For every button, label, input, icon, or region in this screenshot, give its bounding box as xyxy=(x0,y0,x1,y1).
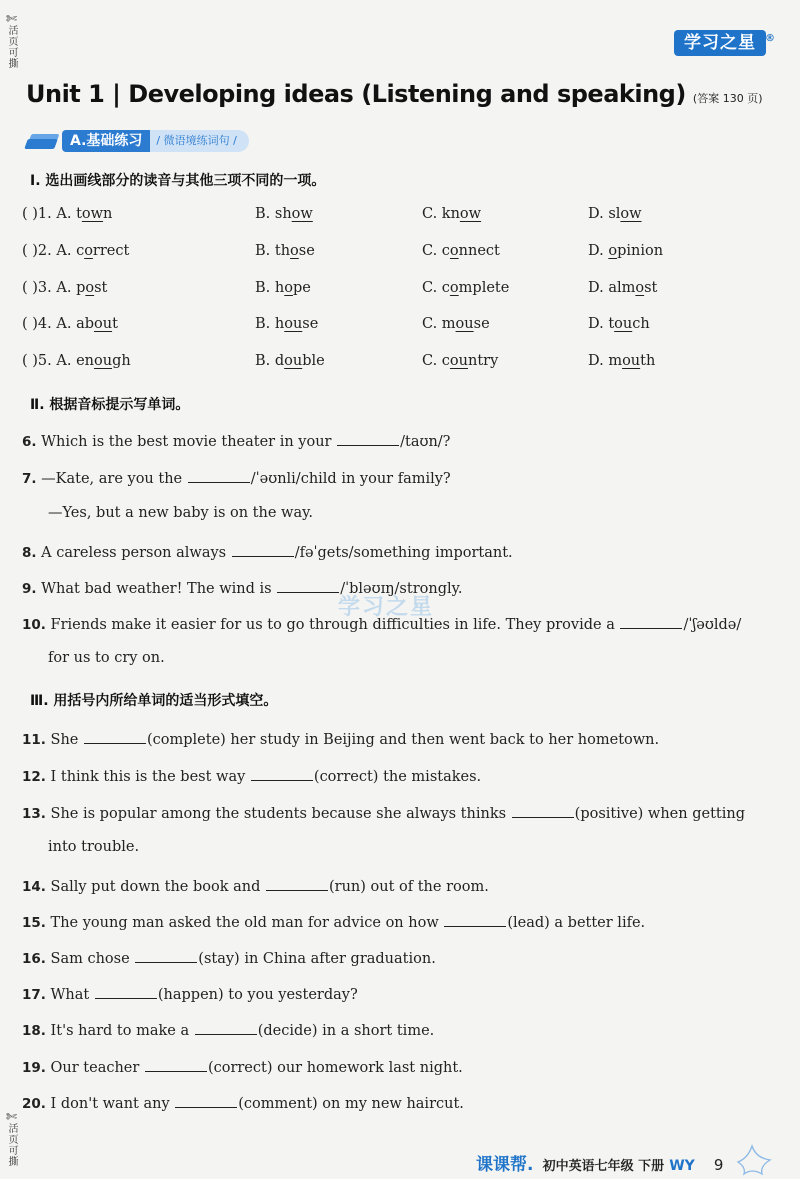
footer xyxy=(476,1150,723,1175)
footer-brand: 课课帮. xyxy=(476,1155,534,1175)
item-text-before: What bad weather! The wind is xyxy=(41,581,272,597)
mcq-row xyxy=(22,353,782,375)
item-number: 15. xyxy=(22,915,46,931)
option-d xyxy=(588,353,655,369)
item-number: 14. xyxy=(22,879,46,895)
exercise-item xyxy=(22,984,358,1003)
continuation-line: —Yes, but a new baby is on the way. xyxy=(48,505,313,521)
option-b-word: B. house xyxy=(255,316,319,332)
item-text-after: /ˈbləʊɪŋ/strongly. xyxy=(340,581,463,597)
option-a xyxy=(22,316,118,332)
exercise-item xyxy=(22,1057,463,1076)
option-d xyxy=(588,243,663,259)
footer-edition-code: WY xyxy=(669,1158,695,1174)
mcq-row xyxy=(22,280,782,302)
underlined-letters: o xyxy=(449,280,459,296)
exercise-item xyxy=(22,431,450,450)
option-c xyxy=(422,243,500,259)
section-3-heading: Ⅲ. 用括号内所给单词的适当形式填空。 xyxy=(30,693,278,709)
mcq-row xyxy=(22,206,782,228)
item-text-after: (correct) the mistakes. xyxy=(313,769,482,785)
continuation-line: for us to cry on. xyxy=(48,650,165,666)
underlined-letters: ou xyxy=(455,316,474,332)
unit-title-text: Unit 1 | Developing ideas (Listening and speaking) xyxy=(26,80,686,108)
item-text-after: /taʊn/? xyxy=(400,434,451,450)
answer-blank xyxy=(135,948,197,963)
option-d xyxy=(588,206,642,222)
banner-label: A.基础练习 xyxy=(62,130,150,152)
item-text-before: —Kate, are you the xyxy=(41,471,183,487)
item-number: 6. xyxy=(22,434,37,450)
item-text-before: She is popular among the students because she always thinks xyxy=(50,806,507,822)
answer-blank xyxy=(145,1057,207,1072)
item-text-after: (stay) in China after graduation. xyxy=(198,951,436,967)
option-d xyxy=(588,280,657,296)
option-a-word: town xyxy=(76,206,113,222)
item-text-before: Friends make it easier for us to go through difficulties in life. They provide a xyxy=(50,617,615,633)
option-c xyxy=(422,206,481,222)
item-text-before: I think this is the best way xyxy=(50,769,246,785)
brand-logo-text: 学习之星 xyxy=(684,33,756,53)
option-a xyxy=(22,353,131,369)
star-decoration-icon xyxy=(730,1140,780,1176)
item-text-after: (decide) in a short time. xyxy=(257,1023,435,1039)
item-number: 19. xyxy=(22,1060,46,1076)
item-text-after: /fəˈgets/something important. xyxy=(294,545,513,561)
underlined-letters: ou xyxy=(94,316,113,332)
underlined-letters: ow xyxy=(81,206,104,222)
option-c-word: C. country xyxy=(422,353,499,369)
item-number: 13. xyxy=(22,806,46,822)
question-number: ( )2. A. xyxy=(22,243,77,259)
option-d-word: D. touch xyxy=(588,316,650,332)
unit-title xyxy=(26,80,763,108)
underlined-letters: ow xyxy=(620,206,642,222)
option-b-word: B. those xyxy=(255,243,315,259)
exercise-item xyxy=(22,912,645,931)
item-text-before: A careless person always xyxy=(41,545,227,561)
item-text-after: /ˈəʊnli/child in your family? xyxy=(250,471,451,487)
answer-blank xyxy=(251,766,313,781)
exercise-item xyxy=(22,468,451,487)
answer-page-ref: (答案 130 页) xyxy=(692,92,763,105)
underlined-letters: o xyxy=(84,243,93,259)
answer-blank xyxy=(232,542,294,557)
continuation-line: into trouble. xyxy=(48,839,140,855)
underlined-letters: ou xyxy=(93,353,113,369)
answer-blank xyxy=(95,984,157,999)
item-text-after: (happen) to you yesterday? xyxy=(157,987,358,1003)
scissor-icon: ✄ xyxy=(6,1110,17,1125)
banner-sub: / 微语境练词句 / xyxy=(150,130,248,152)
brand-logo xyxy=(674,30,776,56)
option-d-word: D. mouth xyxy=(588,353,656,369)
item-number: 17. xyxy=(22,987,46,1003)
exercise-item xyxy=(22,729,659,748)
answer-blank xyxy=(175,1093,237,1108)
mcq-row xyxy=(22,316,782,338)
option-d-word: D. slow xyxy=(588,206,642,222)
item-number: 16. xyxy=(22,951,46,967)
tear-off-label: 活页可撕 xyxy=(6,1123,17,1167)
underlined-letters: ou xyxy=(284,316,303,332)
option-d xyxy=(588,316,650,332)
option-a-word: correct xyxy=(76,243,130,259)
item-text-before: Our teacher xyxy=(50,1060,140,1076)
underlined-letters: o xyxy=(85,280,95,296)
footer-book-title: 初中英语七年级 下册 xyxy=(542,1159,665,1174)
option-c xyxy=(422,316,490,332)
item-number: 11. xyxy=(22,732,46,748)
option-c-word: C. know xyxy=(422,206,482,222)
answer-blank xyxy=(337,431,399,446)
option-a xyxy=(22,243,129,259)
exercise-item xyxy=(22,1093,464,1112)
item-text-after: (run) out of the room. xyxy=(328,879,489,895)
item-text-before: It's hard to make a xyxy=(50,1023,190,1039)
underlined-letters: ou xyxy=(449,353,468,369)
option-c xyxy=(422,353,498,369)
underlined-letters: o xyxy=(608,243,618,259)
question-number: ( )5. A. xyxy=(22,353,77,369)
option-a xyxy=(22,206,112,222)
item-text-after: (correct) our homework last night. xyxy=(207,1060,463,1076)
answer-blank xyxy=(84,729,146,744)
exercise-item xyxy=(22,803,745,822)
option-a xyxy=(22,280,107,296)
option-b xyxy=(255,316,318,332)
section-2-heading: Ⅱ. 根据音标提示写单词。 xyxy=(30,397,190,413)
option-c-word: C. complete xyxy=(422,280,510,296)
answer-blank xyxy=(195,1020,257,1035)
registered-mark-icon: ® xyxy=(765,33,776,44)
item-number: 12. xyxy=(22,769,46,785)
item-text-after: (complete) her study in Beijing and then went back to her hometown. xyxy=(147,732,660,748)
underlined-letters: o xyxy=(290,243,299,259)
tear-off-mark-bottom xyxy=(6,1112,22,1167)
option-b xyxy=(255,243,315,259)
option-b-word: B. hope xyxy=(255,280,311,296)
underlined-letters: o xyxy=(284,280,293,296)
item-text-after: (lead) a better life. xyxy=(507,915,646,931)
page-number: 9 xyxy=(713,1156,724,1174)
answer-blank xyxy=(266,876,328,891)
option-a-word: enough xyxy=(76,353,131,369)
exercise-item xyxy=(22,766,481,785)
answer-blank xyxy=(620,614,682,629)
answer-blank xyxy=(512,803,574,818)
question-number: ( )1. A. xyxy=(22,206,77,222)
option-d-word: D. almost xyxy=(588,280,658,296)
option-b xyxy=(255,280,311,296)
item-text-before: Which is the best movie theater in your xyxy=(41,434,332,450)
mcq-row xyxy=(22,243,782,265)
underlined-letters: ou xyxy=(622,353,641,369)
exercise-item xyxy=(22,948,436,967)
underlined-letters: ow xyxy=(291,206,313,222)
section-banner xyxy=(26,130,249,152)
item-text-after: /ˈʃəʊldə/ xyxy=(683,617,742,633)
item-text-before: What xyxy=(50,987,90,1003)
item-number: 18. xyxy=(22,1023,46,1039)
book-icon xyxy=(26,131,60,151)
exercise-item xyxy=(22,876,489,895)
option-a-word: about xyxy=(76,316,118,332)
question-number: ( )3. A. xyxy=(22,280,77,296)
answer-blank xyxy=(188,468,250,483)
tear-off-label: 活页可撕 xyxy=(6,25,17,69)
option-b xyxy=(255,353,325,369)
item-text-before: Sam chose xyxy=(50,951,130,967)
item-number: 20. xyxy=(22,1096,46,1112)
answer-blank xyxy=(444,912,506,927)
underlined-letters: o xyxy=(449,243,459,259)
answer-blank xyxy=(277,578,339,593)
item-number: 7. xyxy=(22,471,37,487)
item-number: 9. xyxy=(22,581,37,597)
option-b xyxy=(255,206,313,222)
option-c-word: C. mouse xyxy=(422,316,490,332)
underlined-letters: ou xyxy=(614,316,633,332)
item-text-after: (comment) on my new haircut. xyxy=(238,1096,464,1112)
option-b-word: B. double xyxy=(255,353,325,369)
item-text-before: Sally put down the book and xyxy=(50,879,261,895)
underlined-letters: o xyxy=(635,280,645,296)
item-text-before: I don't want any xyxy=(50,1096,170,1112)
underlined-letters: ow xyxy=(459,206,482,222)
item-number: 8. xyxy=(22,545,37,561)
option-c-word: C. connect xyxy=(422,243,500,259)
item-text-before: The young man asked the old man for advice on how xyxy=(50,915,439,931)
item-text-after: (positive) when getting xyxy=(574,806,745,822)
option-b-word: B. show xyxy=(255,206,313,222)
item-number: 10. xyxy=(22,617,46,633)
section-1-heading: Ⅰ. 选出画线部分的读音与其他三项不同的一项。 xyxy=(30,173,326,189)
tear-off-mark-top xyxy=(6,14,22,69)
option-c xyxy=(422,280,509,296)
question-number: ( )4. A. xyxy=(22,316,77,332)
item-text-before: She xyxy=(50,732,79,748)
underlined-letters: ou xyxy=(284,353,303,369)
scissor-icon: ✄ xyxy=(6,12,17,27)
watermark-logo: 学习之星 xyxy=(338,595,435,620)
exercise-item xyxy=(22,1020,434,1039)
option-a-word: post xyxy=(76,280,108,296)
option-d-word: D. opinion xyxy=(588,243,664,259)
exercise-item xyxy=(22,542,513,561)
